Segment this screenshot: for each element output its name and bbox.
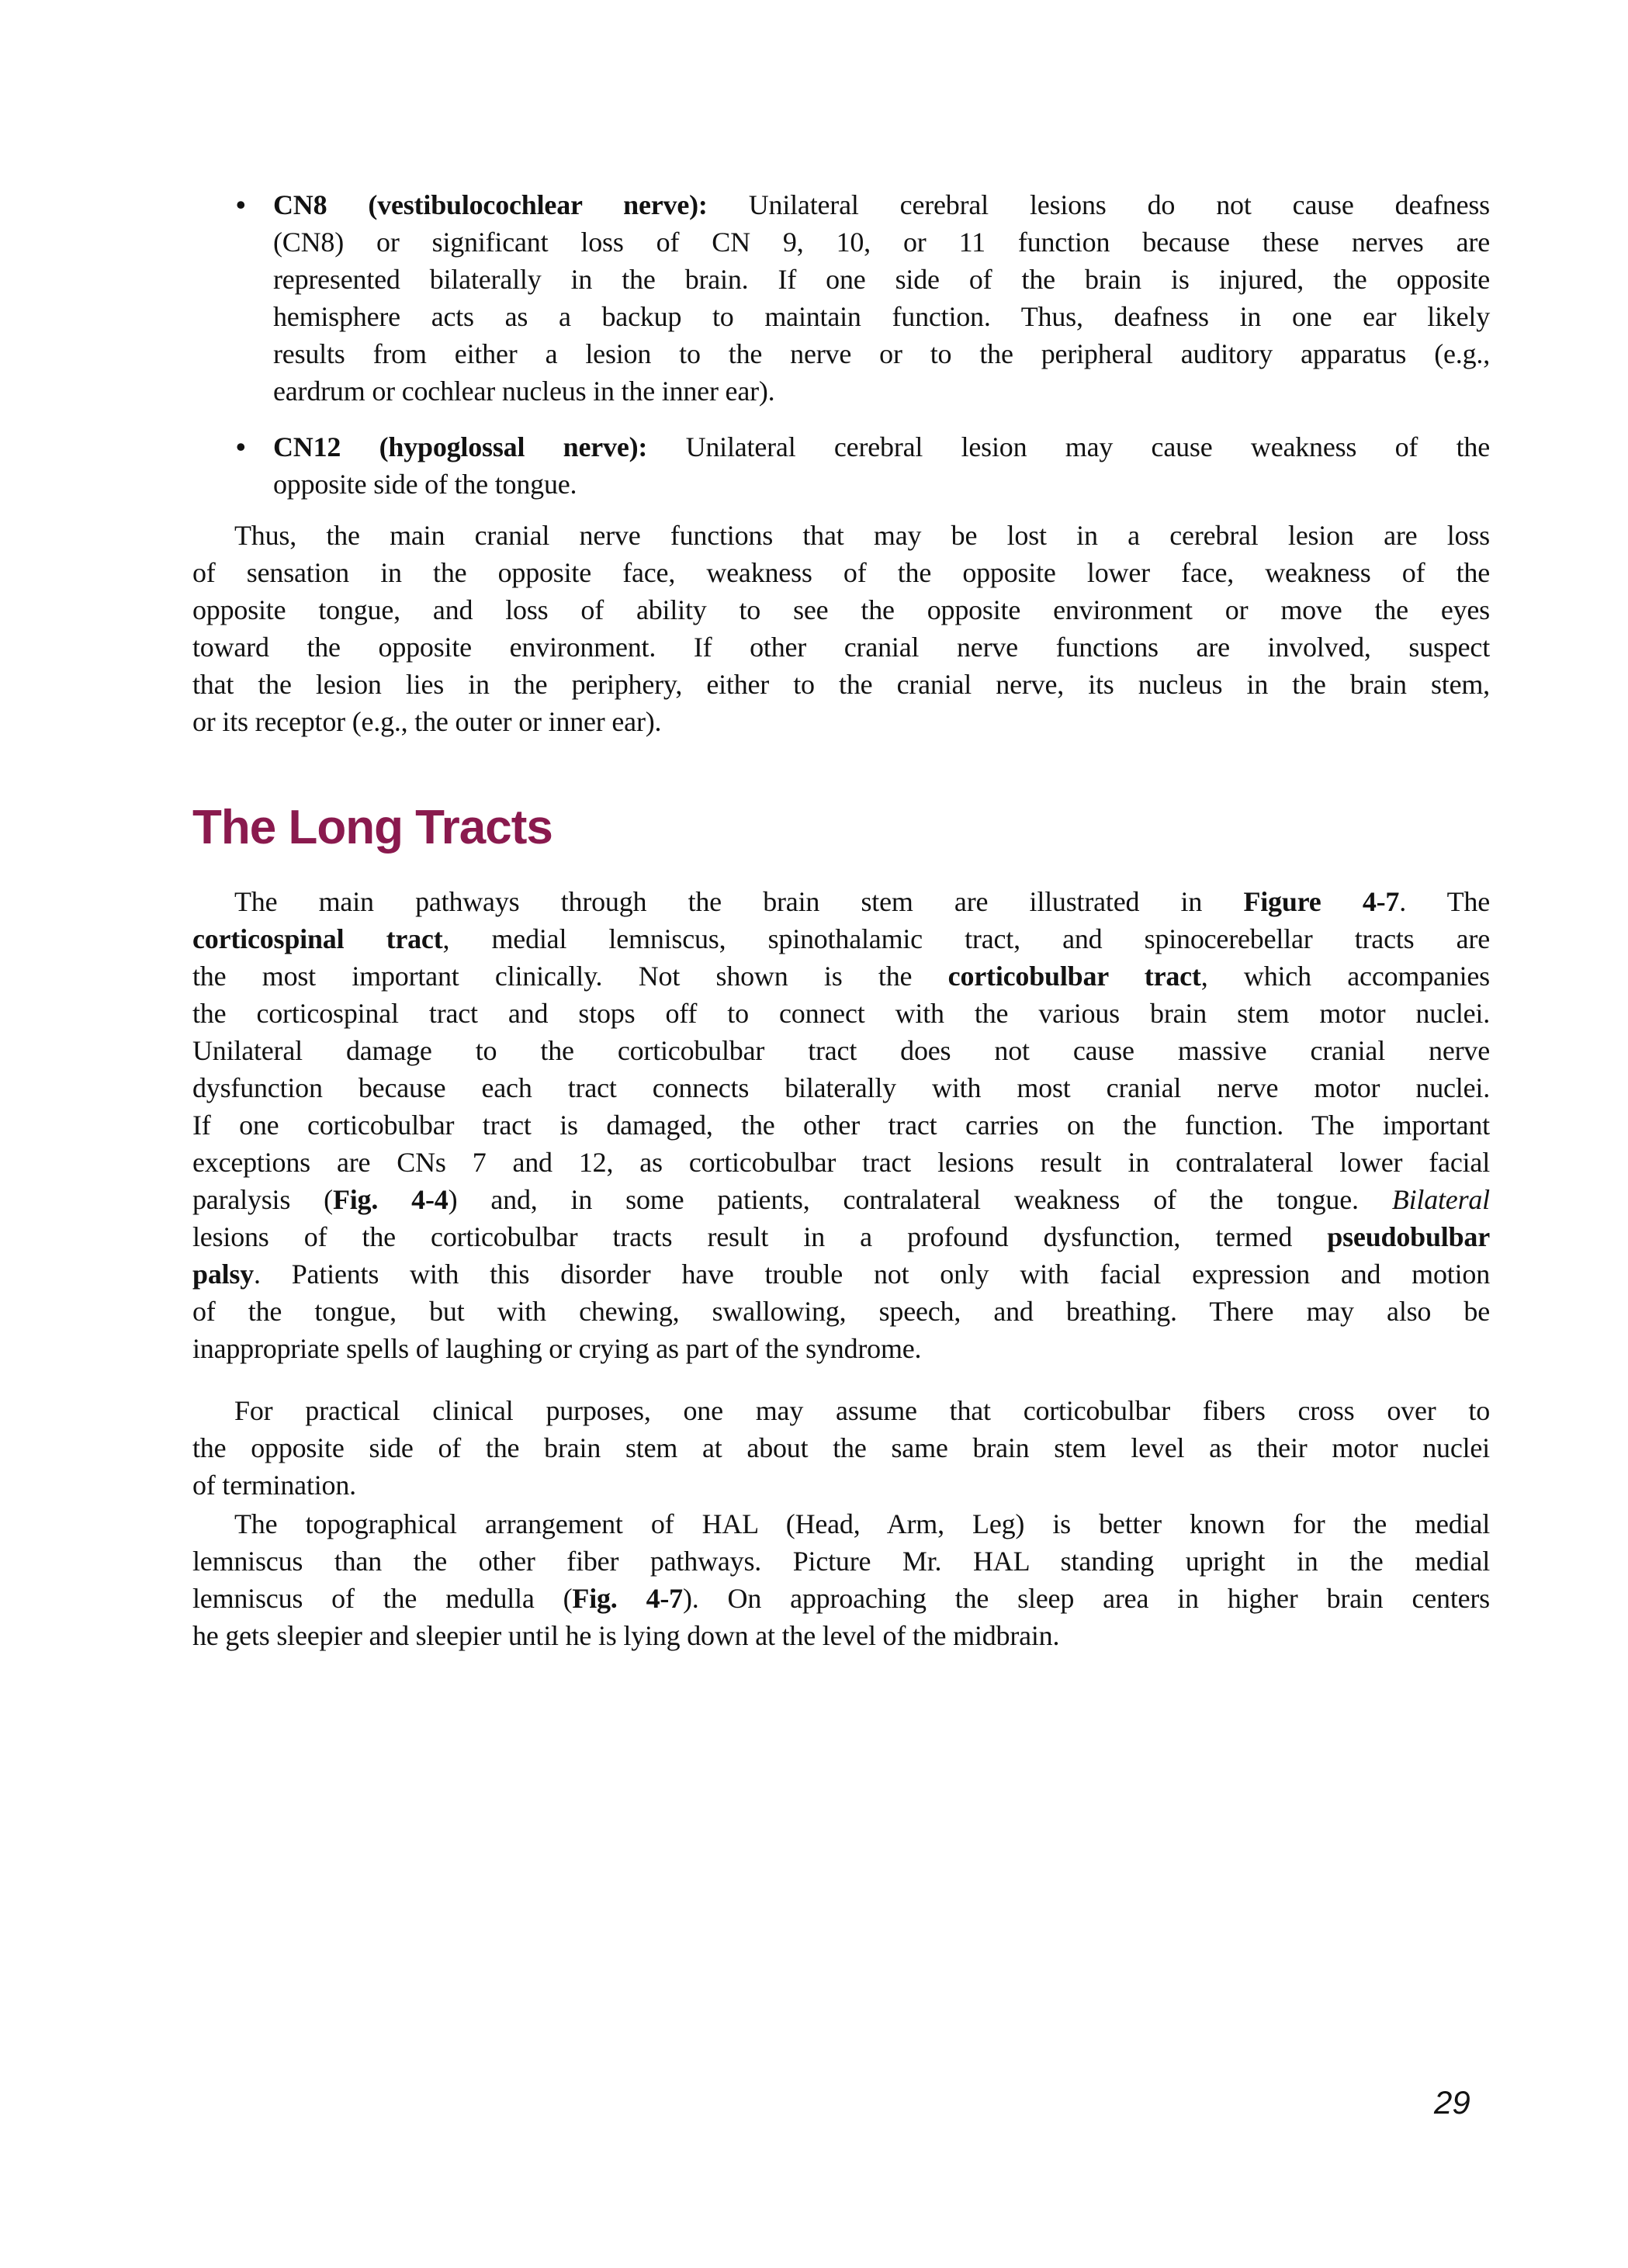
text-line: inappropriate spells of laughing or crying as part of the syndrome. bbox=[192, 1333, 922, 1364]
text-line: exceptions are CNs 7 and 12, as corticobulbar tract lesions result in contralateral lower facial bbox=[192, 1147, 1490, 1178]
text-line: results from either a lesion to the nerve or to the peripheral auditory apparatus (e.g., bbox=[273, 338, 1490, 369]
bullet-marker-icon: • bbox=[236, 431, 246, 462]
text-line: CN12 (hypoglossal nerve): Unilateral cerebral lesion may cause weakness of the bbox=[273, 431, 1490, 462]
text-line: If one corticobulbar tract is damaged, the other tract carries on the function. The important bbox=[192, 1110, 1490, 1141]
text-line: lemniscus than the other fiber pathways. Picture Mr. HAL standing upright in the medial bbox=[192, 1546, 1490, 1577]
text-line: of the tongue, but with chewing, swallowing, speech, and breathing. There may also be bbox=[192, 1296, 1490, 1327]
text-line: Unilateral damage to the corticobulbar tract does not cause massive cranial nerve bbox=[192, 1035, 1490, 1066]
text-line: or its receptor (e.g., the outer or inner ear). bbox=[192, 706, 662, 737]
text-line: of sensation in the opposite face, weakness of the opposite lower face, weakness of the bbox=[192, 557, 1490, 588]
text-line: opposite tongue, and loss of ability to see the opposite environment or move the eyes bbox=[192, 594, 1490, 625]
bullet-item bbox=[192, 428, 1490, 503]
paragraph-practical-purposes bbox=[192, 1392, 1490, 1504]
bullet-marker-icon: • bbox=[236, 189, 246, 220]
text-line: lemniscus of the medulla (Fig. 4-7). On approaching the sleep area in higher brain centers bbox=[192, 1583, 1490, 1614]
bullet-item bbox=[192, 186, 1490, 410]
text-line: opposite side of the tongue. bbox=[273, 469, 577, 500]
text-line: eardrum or cochlear nucleus in the inner ear). bbox=[273, 376, 775, 407]
text-line: (CN8) or significant loss of CN 9, 10, or 11 function because these nerves are bbox=[273, 227, 1490, 258]
text-line: hemisphere acts as a backup to maintain function. Thus, deafness in one ear likely bbox=[273, 301, 1490, 332]
text-line: lesions of the corticobulbar tracts result in a profound dysfunction, termed pseudobulbar bbox=[192, 1221, 1490, 1252]
text-line: the opposite side of the brain stem at about the same brain stem level as their motor nuclei bbox=[192, 1432, 1490, 1463]
paragraph-long-tracts bbox=[192, 883, 1490, 1367]
text-line: of termination. bbox=[192, 1470, 356, 1501]
paragraph-hal-arrangement bbox=[192, 1505, 1490, 1654]
bullet-list bbox=[192, 186, 1490, 503]
text-line: The main pathways through the brain stem are illustrated in Figure 4-7. The bbox=[234, 886, 1491, 917]
text-line: paralysis (Fig. 4-4) and, in some patients, contralateral weakness of the tongue. Bilateral bbox=[192, 1184, 1490, 1215]
text-line: represented bilaterally in the brain. If one side of the brain is injured, the opposite bbox=[273, 264, 1490, 295]
text-line: the most important clinically. Not shown is the corticobulbar tract, which accompanies bbox=[192, 961, 1490, 992]
text-line: he gets sleepier and sleepier until he is lying down at the level of the midbrain. bbox=[192, 1620, 1060, 1651]
text-line: Thus, the main cranial nerve functions that may be lost in a cerebral lesion are loss bbox=[234, 520, 1490, 551]
text-line: toward the opposite environment. If other cranial nerve functions are involved, suspect bbox=[192, 632, 1490, 663]
paragraph-cranial-summary bbox=[192, 517, 1490, 740]
text-line: CN8 (vestibulocochlear nerve): Unilateral cerebral lesions do not cause deafness bbox=[273, 189, 1490, 220]
text-line: corticospinal tract, medial lemniscus, spinothalamic tract, and spinocerebellar tracts are bbox=[192, 923, 1490, 954]
text-line: palsy. Patients with this disorder have trouble not only with facial expression and motion bbox=[192, 1259, 1490, 1290]
text-line: For practical clinical purposes, one may assume that corticobulbar fibers cross over to bbox=[234, 1395, 1490, 1426]
section-heading: The Long Tracts bbox=[192, 801, 552, 854]
text-line: The topographical arrangement of HAL (Head, Arm, Leg) is better known for the medial bbox=[234, 1508, 1490, 1539]
text-line: dysfunction because each tract connects bilaterally with most cranial nerve motor nuclei. bbox=[192, 1072, 1490, 1103]
page-number: 29 bbox=[1434, 2084, 1470, 2121]
text-line: that the lesion lies in the periphery, either to the cranial nerve, its nucleus in the brain stem, bbox=[192, 669, 1490, 700]
text-line: the corticospinal tract and stops off to connect with the various brain stem motor nuclei. bbox=[192, 998, 1490, 1029]
